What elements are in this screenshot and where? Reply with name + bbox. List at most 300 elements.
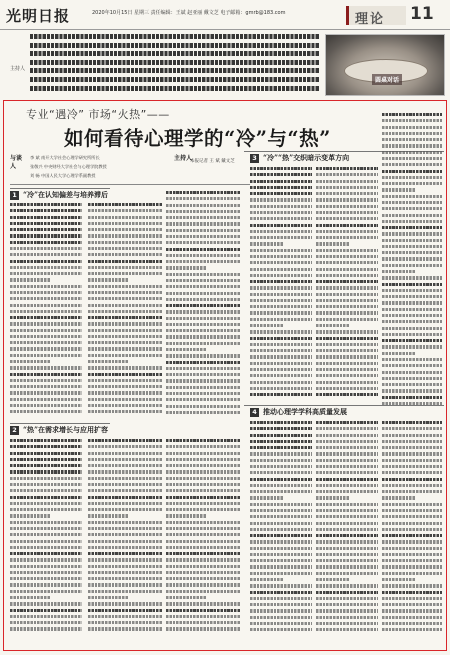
text-line: [166, 405, 240, 408]
text-line: [382, 459, 442, 462]
text-line: [316, 368, 378, 371]
text-line: [166, 615, 240, 618]
text-line: [316, 167, 378, 170]
text-line: [166, 508, 240, 511]
text-line: [88, 341, 162, 344]
text-line: [382, 119, 442, 122]
text-line: [10, 565, 82, 568]
text-line: [316, 471, 378, 474]
text-line: [166, 596, 207, 599]
text-column: [88, 439, 162, 634]
text-line: [250, 261, 312, 264]
text-line: [10, 234, 82, 237]
text-line: [382, 170, 442, 173]
text-line: [88, 470, 162, 473]
text-line: [10, 496, 82, 499]
text-line: [250, 609, 312, 612]
text-line: [316, 603, 378, 606]
text-line: [166, 361, 240, 364]
text-line: [88, 533, 162, 536]
text-line: [10, 590, 82, 593]
text-line: [88, 234, 162, 237]
text-line: [382, 540, 442, 543]
text-line: [382, 609, 442, 612]
text-line: [88, 615, 162, 618]
text-line: [250, 205, 312, 208]
text-line: [88, 266, 162, 269]
text-line: [316, 478, 378, 481]
text-line: [316, 236, 378, 239]
text-line: [250, 286, 312, 289]
text-line: [316, 578, 350, 581]
text-line: [88, 272, 162, 275]
text-line: [88, 521, 162, 524]
text-line: [10, 521, 82, 524]
text-line: [382, 270, 415, 273]
text-line: [250, 381, 312, 384]
text-line: [382, 522, 442, 525]
text-line: [10, 489, 82, 492]
text-line: [316, 311, 378, 314]
text-column: [166, 439, 240, 634]
text-line: [316, 186, 378, 189]
text-line: [166, 317, 240, 320]
text-line: [382, 622, 442, 625]
text-line: [166, 533, 240, 536]
text-column: [382, 421, 442, 635]
text-line: [10, 439, 82, 442]
text-line: [250, 299, 312, 302]
text-line: [88, 373, 162, 376]
guests-block: [10, 153, 170, 183]
text-line: [316, 465, 378, 468]
text-line: [10, 241, 82, 244]
text-line: [88, 398, 162, 401]
section-number: 2: [10, 426, 19, 435]
text-line: [316, 565, 378, 568]
text-line: [316, 173, 378, 176]
text-line: [166, 502, 240, 505]
text-line: [88, 297, 162, 300]
text-line: [10, 398, 82, 401]
section-title: “热”在需求增长与应用扩容: [23, 425, 109, 434]
text-line: [250, 362, 312, 365]
text-line: [382, 308, 442, 311]
text-column: [316, 167, 378, 399]
section-heading-3: [250, 153, 349, 163]
article-kicker: 专业“遇冷” 市场“火热”——: [26, 108, 170, 121]
text-line: [316, 381, 378, 384]
section-title: “冷”“热”交织暗示变革方向: [263, 153, 350, 162]
text-line: [316, 324, 350, 327]
newspaper-logo: 光明日报: [6, 7, 71, 25]
text-line: [382, 603, 442, 606]
text-line: [166, 354, 240, 357]
section-label: 理论: [355, 12, 386, 27]
text-line: [166, 489, 240, 492]
text-line: [316, 434, 378, 437]
text-line: [382, 383, 442, 386]
text-line: [88, 609, 162, 612]
text-column: [250, 421, 312, 635]
guests-label: 与谈人: [10, 155, 23, 170]
text-line: [316, 249, 378, 252]
text-line: [382, 427, 442, 430]
text-line: [10, 615, 82, 618]
text-line: [382, 421, 442, 424]
text-line: [382, 597, 442, 600]
text-line: [250, 387, 312, 390]
text-line: [316, 387, 378, 390]
text-line: [250, 628, 312, 631]
text-line: [382, 471, 442, 474]
text-line: [10, 354, 82, 357]
text-line: [250, 547, 312, 550]
text-line: [10, 228, 82, 231]
text-line: [382, 396, 442, 399]
text-line: [166, 452, 240, 455]
text-line: [166, 266, 207, 269]
text-line: [250, 622, 312, 625]
text-line: [382, 553, 442, 556]
text-line: [316, 547, 378, 550]
text-line: [250, 597, 312, 600]
text-line: [316, 293, 378, 296]
text-line: [166, 254, 240, 257]
text-line: [250, 280, 312, 283]
text-line: [88, 445, 162, 448]
text-line: [88, 496, 162, 499]
text-line: [88, 627, 162, 630]
section-tab: [346, 6, 406, 25]
text-line: [88, 260, 162, 263]
text-line: [316, 609, 378, 612]
text-line: [166, 470, 240, 473]
text-line: [166, 191, 240, 194]
text-line: [382, 547, 442, 550]
text-column: [88, 203, 162, 417]
text-line: [316, 459, 378, 462]
text-line: [250, 515, 312, 518]
text-line: [316, 355, 378, 358]
text-line: [250, 268, 312, 271]
text-line: [382, 402, 442, 405]
intro-block: [0, 32, 450, 98]
text-line: [316, 305, 378, 308]
text-line: [88, 304, 162, 307]
text-line: [10, 540, 82, 543]
text-line: [166, 298, 240, 301]
section-title: 推动心理学学科高质量发展: [263, 407, 347, 416]
text-line: [10, 571, 82, 574]
text-line: [382, 572, 442, 575]
text-column: [10, 203, 82, 417]
text-line: [88, 404, 162, 407]
text-line: [10, 209, 82, 212]
text-line: [382, 157, 442, 160]
section-number: 3: [250, 154, 259, 163]
text-line: [88, 527, 162, 530]
text-line: [10, 404, 82, 407]
text-line: [382, 327, 442, 330]
text-line: [250, 311, 312, 314]
text-line: [382, 201, 442, 204]
text-line: [316, 362, 378, 365]
text-line: [10, 583, 82, 586]
text-line: [316, 534, 378, 537]
section-heading-1: [10, 190, 108, 200]
text-line: [316, 230, 378, 233]
text-line: [166, 310, 240, 313]
text-line: [250, 584, 312, 587]
text-line: [166, 411, 240, 414]
text-line: [382, 591, 442, 594]
text-line: [250, 421, 312, 424]
text-line: [250, 343, 312, 346]
text-line: [382, 182, 442, 185]
text-line: [10, 609, 82, 612]
text-line: [250, 242, 284, 245]
text-line: [10, 297, 82, 300]
text-line: [10, 385, 82, 388]
photo-caption: 圆桌对话: [372, 74, 402, 85]
text-line: [250, 572, 312, 575]
text-line: [10, 470, 82, 473]
text-line: [250, 198, 312, 201]
text-line: [10, 347, 82, 350]
text-line: [88, 552, 162, 555]
host-label: 主持人: [174, 155, 193, 162]
text-line: [88, 514, 129, 517]
text-line: [382, 207, 442, 210]
text-line: [10, 322, 82, 325]
text-line: [316, 509, 378, 512]
text-line: [166, 304, 240, 307]
text-line: [316, 374, 378, 377]
text-line: [382, 176, 442, 179]
text-line: [166, 514, 207, 517]
text-line: [166, 577, 240, 580]
text-line: [316, 180, 378, 183]
text-line: [10, 316, 82, 319]
text-line: [88, 247, 162, 250]
text-line: [88, 458, 162, 461]
text-line: [316, 591, 378, 594]
text-line: [10, 627, 82, 630]
text-line: [382, 434, 442, 437]
text-line: [382, 358, 442, 361]
text-line: [166, 540, 240, 543]
text-line: [316, 349, 378, 352]
text-line: [10, 222, 82, 225]
text-line: [316, 224, 378, 227]
text-line: [10, 260, 82, 263]
text-line: [382, 301, 442, 304]
text-line: [316, 198, 378, 201]
text-line: [166, 521, 240, 524]
text-line: [316, 255, 378, 258]
text-line: [10, 216, 82, 219]
text-line: [316, 559, 378, 562]
text-line: [316, 452, 378, 455]
masthead: [0, 0, 450, 30]
text-line: [88, 316, 162, 319]
text-line: [250, 465, 312, 468]
text-line: [10, 278, 50, 281]
text-line: [166, 285, 240, 288]
text-line: [10, 253, 82, 256]
text-line: [382, 226, 442, 229]
text-line: [166, 602, 240, 605]
text-line: [316, 268, 378, 271]
text-line: [88, 391, 162, 394]
text-column: [10, 439, 82, 634]
text-line: [382, 509, 442, 512]
text-line: [250, 509, 312, 512]
divider: [10, 184, 250, 185]
text-line: [166, 583, 240, 586]
text-line: [166, 627, 240, 630]
text-line: [10, 458, 82, 461]
text-line: [88, 540, 162, 543]
guest-row: 李 斌 南开大学社会心理学研究所所长: [30, 155, 100, 160]
text-line: [382, 239, 442, 242]
text-line: [316, 274, 378, 277]
text-line: [250, 471, 312, 474]
text-line: [382, 113, 442, 116]
text-line: [250, 440, 312, 443]
text-line: [382, 232, 442, 235]
article-headline: 如何看待心理学的“冷”与“热”: [64, 127, 331, 150]
text-line: [88, 385, 162, 388]
text-line: [88, 310, 162, 313]
text-line: [316, 496, 350, 499]
text-line: [382, 151, 442, 154]
text-line: [166, 329, 240, 332]
text-line: [250, 490, 312, 493]
text-line: [250, 565, 312, 568]
text-line: [166, 229, 240, 232]
text-line: [316, 528, 378, 531]
text-line: [166, 260, 240, 263]
text-line: [10, 464, 82, 467]
text-line: [88, 558, 162, 561]
text-line: [250, 224, 312, 227]
text-line: [382, 295, 442, 298]
text-line: [382, 289, 442, 292]
text-line: [382, 465, 442, 468]
text-line: [88, 203, 162, 206]
text-line: [250, 459, 312, 462]
text-line: [382, 283, 442, 286]
text-line: [10, 502, 82, 505]
text-column: [166, 191, 240, 417]
text-line: [88, 546, 162, 549]
text-column: [382, 113, 442, 408]
text-line: [382, 339, 442, 342]
text-line: [316, 211, 378, 214]
text-line: [10, 445, 82, 448]
text-line: [250, 318, 312, 321]
text-line: [88, 354, 162, 357]
text-line: [88, 452, 162, 455]
text-line: [382, 616, 442, 619]
text-line: [88, 596, 129, 599]
text-line: [316, 217, 378, 220]
text-line: [316, 584, 378, 587]
text-line: [88, 483, 162, 486]
text-line: [166, 197, 240, 200]
text-line: [250, 186, 312, 189]
text-line: [10, 577, 82, 580]
text-line: [166, 273, 240, 276]
text-line: [382, 144, 442, 147]
text-line: [10, 203, 82, 206]
text-line: [250, 503, 312, 506]
text-line: [316, 597, 378, 600]
text-line: [88, 477, 162, 480]
text-line: [10, 514, 50, 517]
text-line: [88, 360, 129, 363]
text-line: [382, 264, 442, 267]
text-line: [166, 445, 240, 448]
text-line: [316, 337, 378, 340]
text-line: [166, 279, 240, 282]
text-line: [250, 355, 312, 358]
text-line: [382, 195, 442, 198]
text-line: [166, 348, 207, 351]
text-line: [316, 330, 378, 333]
text-line: [382, 245, 442, 248]
text-line: [10, 508, 82, 511]
text-line: [166, 565, 240, 568]
text-line: [382, 132, 442, 135]
text-line: [382, 528, 442, 531]
text-line: [10, 546, 82, 549]
text-line: [166, 621, 240, 624]
text-line: [88, 379, 162, 382]
text-line: [382, 188, 415, 191]
text-line: [166, 439, 240, 442]
text-line: [166, 222, 240, 225]
text-line: [10, 373, 82, 376]
text-line: [166, 367, 240, 370]
text-line: [166, 458, 240, 461]
text-line: [10, 552, 82, 555]
text-line: [382, 578, 415, 581]
text-line: [250, 553, 312, 556]
text-line: [250, 534, 312, 537]
text-line: [382, 276, 442, 279]
dateline: 2020年10月15日 星期三 责任编辑：王斌 赵亚丽 戴文芝 电子邮箱：gmrb@183.com: [92, 10, 286, 16]
text-line: [10, 391, 82, 394]
text-line: [382, 251, 442, 254]
text-line: [250, 496, 284, 499]
text-line: [10, 410, 82, 413]
text-line: [382, 314, 442, 317]
text-line: [10, 247, 82, 250]
section-number: 4: [250, 408, 259, 417]
text-line: [316, 446, 378, 449]
highlighted-article[interactable]: [3, 100, 447, 651]
section-heading-4: [250, 407, 347, 417]
text-line: [10, 452, 82, 455]
text-line: [250, 578, 284, 581]
text-line: [166, 398, 240, 401]
text-line: [250, 393, 312, 396]
text-line: [382, 534, 442, 537]
host-name: 本报记者 王 斌 戴文芝: [190, 159, 235, 164]
